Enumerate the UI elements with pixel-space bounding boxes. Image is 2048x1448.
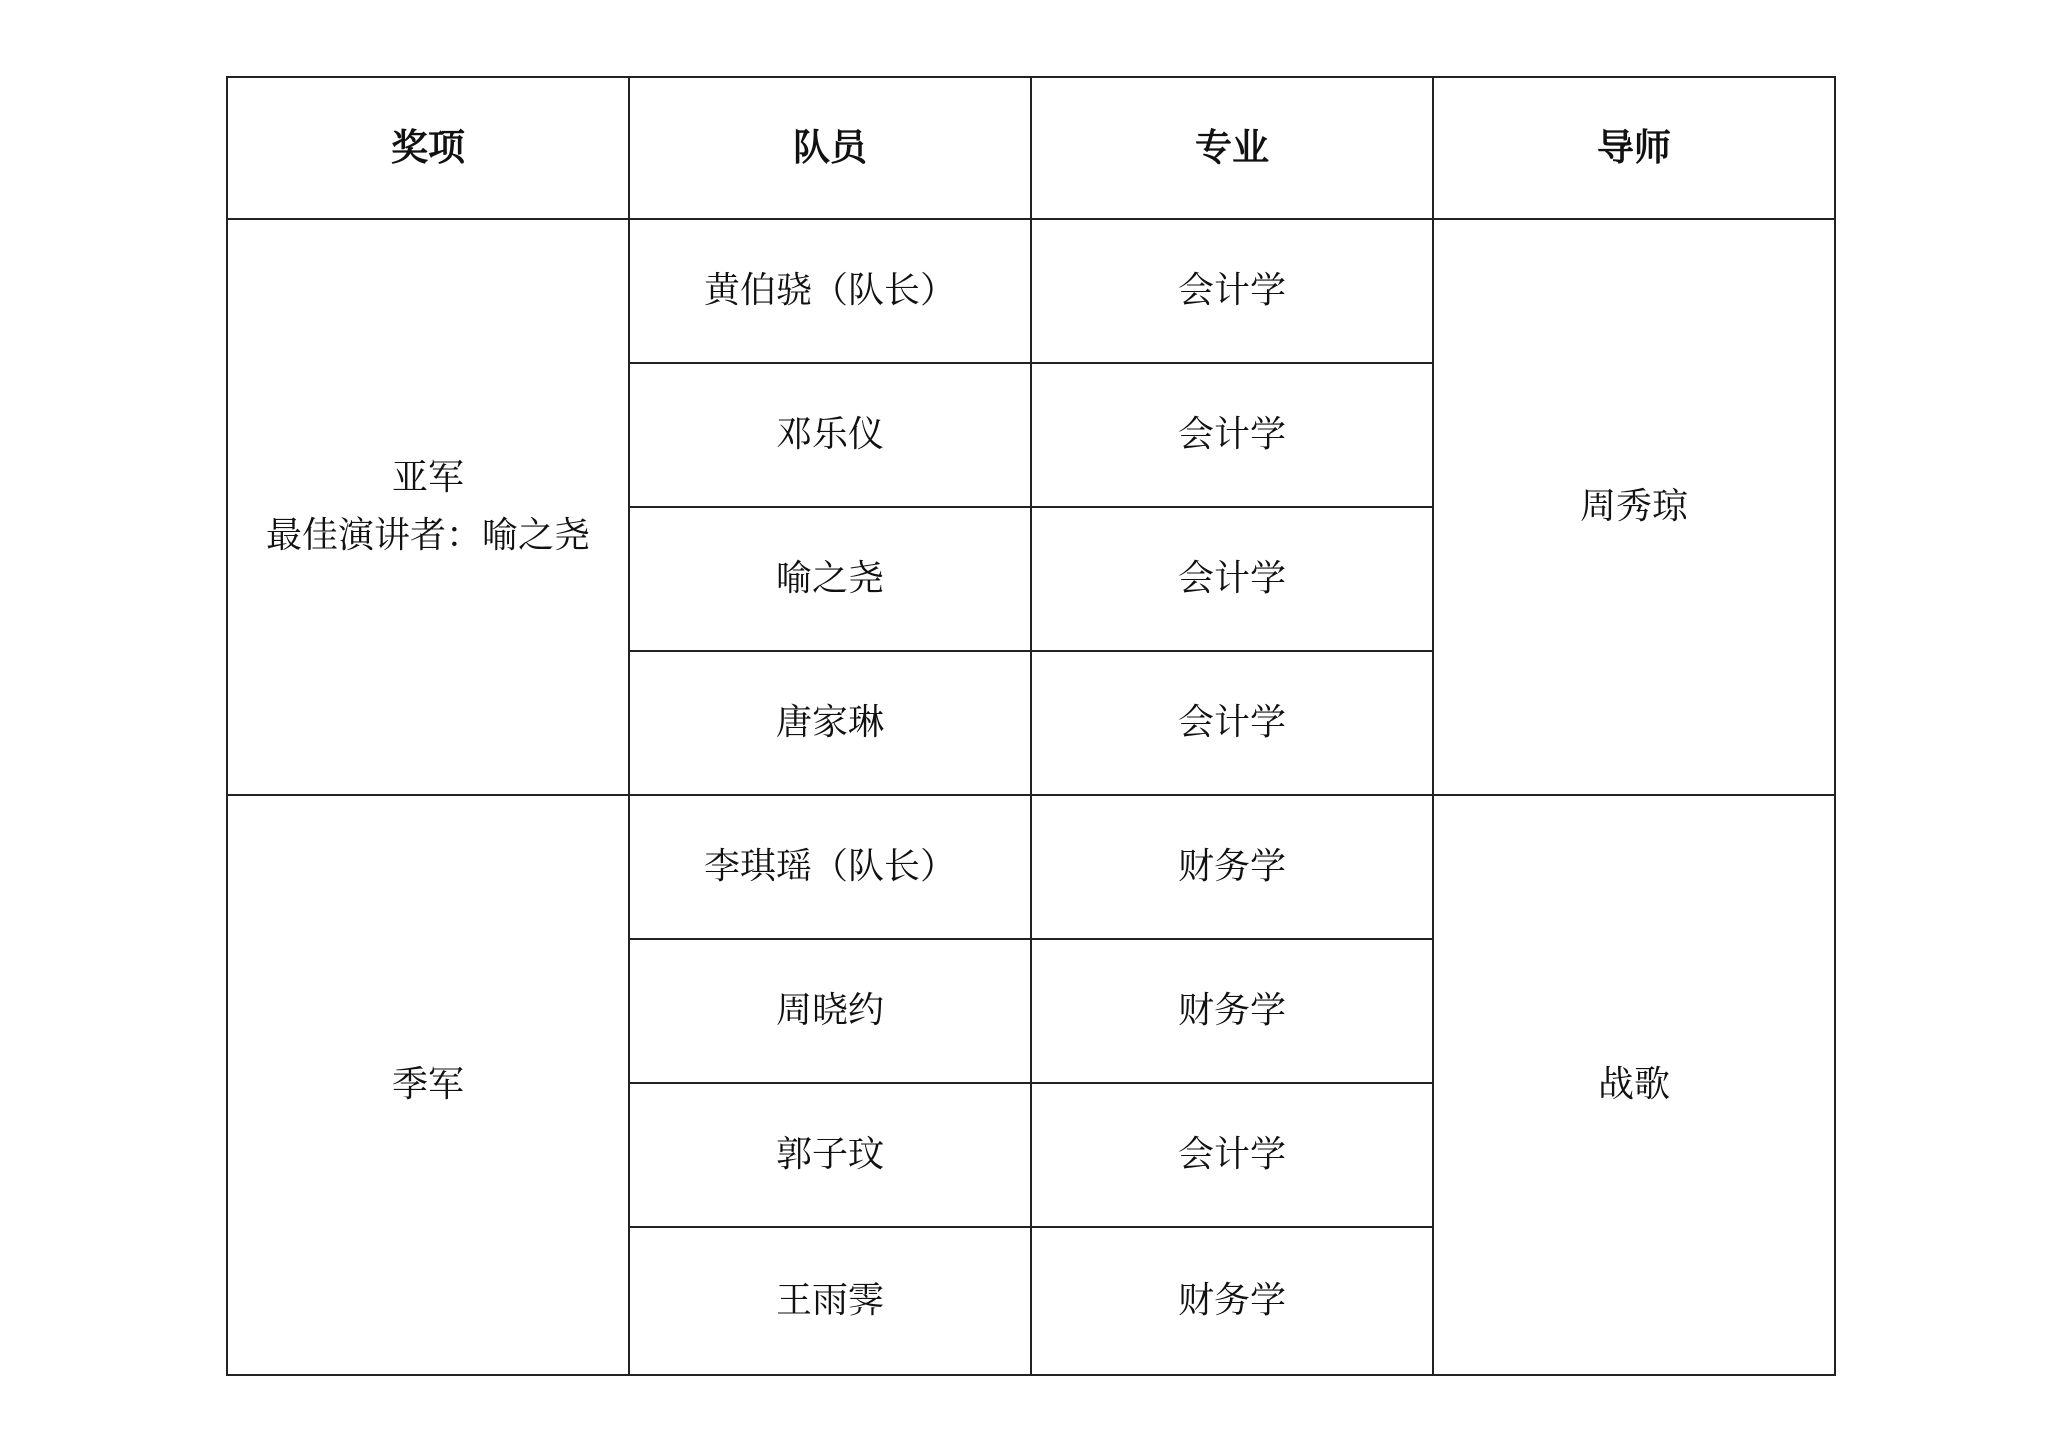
- major-cell: 会计学: [1031, 363, 1433, 507]
- table-row: [227, 219, 1835, 363]
- award-cell-third-place: [227, 795, 629, 1375]
- major-cell: 会计学: [1031, 219, 1433, 363]
- header-member: 队员: [629, 77, 1031, 219]
- table-row: [227, 795, 1835, 939]
- member-cell: 王雨霁: [629, 1227, 1031, 1375]
- table-body: [227, 219, 1835, 1375]
- major-cell: 财务学: [1031, 795, 1433, 939]
- header-major: 专业: [1031, 77, 1433, 219]
- member-cell: 喻之尧: [629, 507, 1031, 651]
- award-cell-runner-up: [227, 219, 629, 795]
- member-cell: 郭子玟: [629, 1083, 1031, 1227]
- member-cell: 唐家琳: [629, 651, 1031, 795]
- advisor-cell: 周秀琼: [1433, 219, 1835, 795]
- header-advisor: 导师: [1433, 77, 1835, 219]
- major-cell: 财务学: [1031, 1227, 1433, 1375]
- major-cell: 会计学: [1031, 1083, 1433, 1227]
- awards-table: [226, 76, 1836, 1376]
- member-cell: 黄伯骁（队长）: [629, 219, 1031, 363]
- advisor-cell: 战歌: [1433, 795, 1835, 1375]
- member-cell: 周晓约: [629, 939, 1031, 1083]
- member-cell: 邓乐仪: [629, 363, 1031, 507]
- member-cell: 李琪瑶（队长）: [629, 795, 1031, 939]
- major-cell: 会计学: [1031, 507, 1433, 651]
- award-note: 最佳演讲者：喻之尧: [265, 515, 590, 556]
- award-title: 季军: [391, 1064, 464, 1106]
- header-row: [227, 77, 1835, 219]
- major-cell: 会计学: [1031, 651, 1433, 795]
- major-cell: 财务学: [1031, 939, 1433, 1083]
- table-header: [227, 77, 1835, 219]
- header-award: 奖项: [227, 77, 629, 219]
- award-title: 亚军: [391, 457, 464, 499]
